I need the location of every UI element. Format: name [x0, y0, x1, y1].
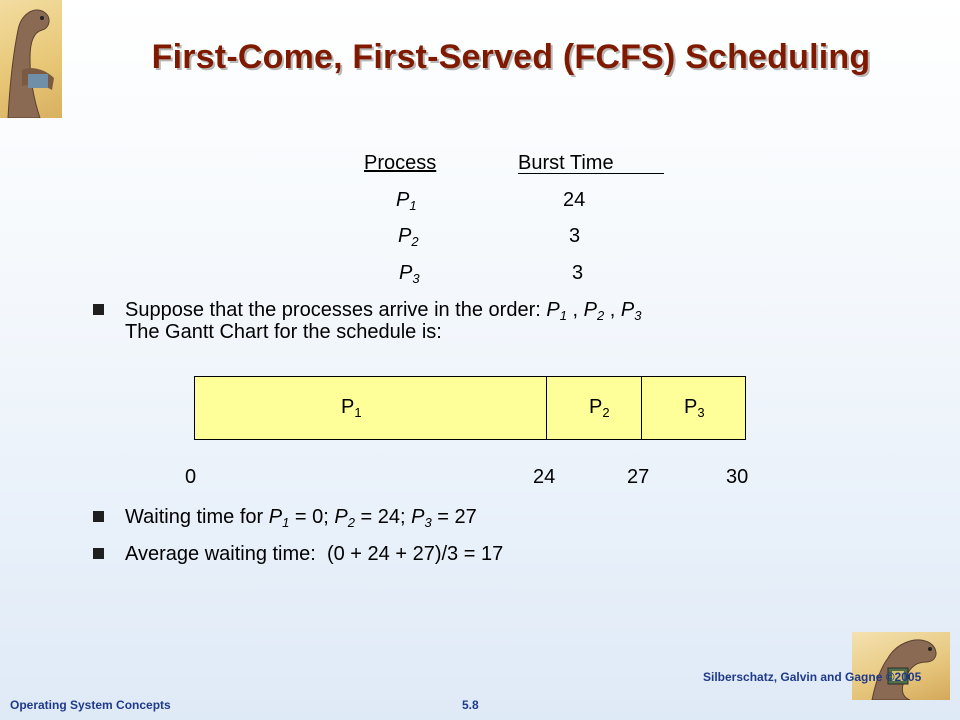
- footer-slide-number: 5.8: [462, 698, 479, 712]
- footer-copyright: Silberschatz, Galvin and Gagne ©2005: [703, 670, 922, 684]
- gantt-tick-label: 30: [726, 466, 749, 488]
- gantt-divider: [641, 377, 642, 439]
- gantt-tick-label: 24: [533, 466, 556, 488]
- gantt-segment-label: $P_3$: [684, 396, 705, 420]
- dinosaur-logo-bottom: [852, 632, 950, 700]
- dinosaur-logo-top: [0, 0, 62, 118]
- table-row-process: $P_1$: [396, 189, 417, 213]
- table-row-burst: 24: [563, 189, 586, 211]
- bullet-marker: [93, 511, 104, 522]
- bullet-average-waiting-time: Average waiting time: (0 + 24 + 27)/3 = 17: [125, 543, 504, 565]
- gantt-segment-label: $P_1$: [341, 396, 362, 420]
- bullet-marker: [93, 304, 104, 315]
- table-row-burst: 3: [569, 225, 581, 247]
- bullet-marker: [93, 548, 104, 559]
- footer-course-title: Operating System Concepts: [10, 698, 171, 712]
- table-header-burst: Burst Time: [518, 152, 664, 175]
- table-row-process: $P_3$: [399, 262, 420, 286]
- table-row-burst: 3: [572, 262, 584, 284]
- gantt-tick-label: 0: [185, 466, 197, 488]
- gantt-segment-label: $P_2$: [589, 396, 610, 420]
- page-title: First-Come, First-Served (FCFS) Scheduling: [151, 38, 871, 76]
- table-row-process: $P_2$: [398, 225, 419, 249]
- table-header-process: Process: [364, 152, 437, 174]
- gantt-tick-label: 27: [627, 466, 650, 488]
- bullet-arrival-order: Suppose that the processes arrive in the order: $P_1$ , $P_2$ , $P_3$: [125, 299, 642, 323]
- gantt-divider: [546, 377, 547, 439]
- bullet-gantt-intro: The Gantt Chart for the schedule is:: [125, 321, 442, 343]
- gantt-chart: [194, 376, 746, 440]
- bullet-waiting-time: Waiting time for $P_1 = 0$; $P_2 = 24$; $P_3 = 27$: [125, 506, 477, 530]
